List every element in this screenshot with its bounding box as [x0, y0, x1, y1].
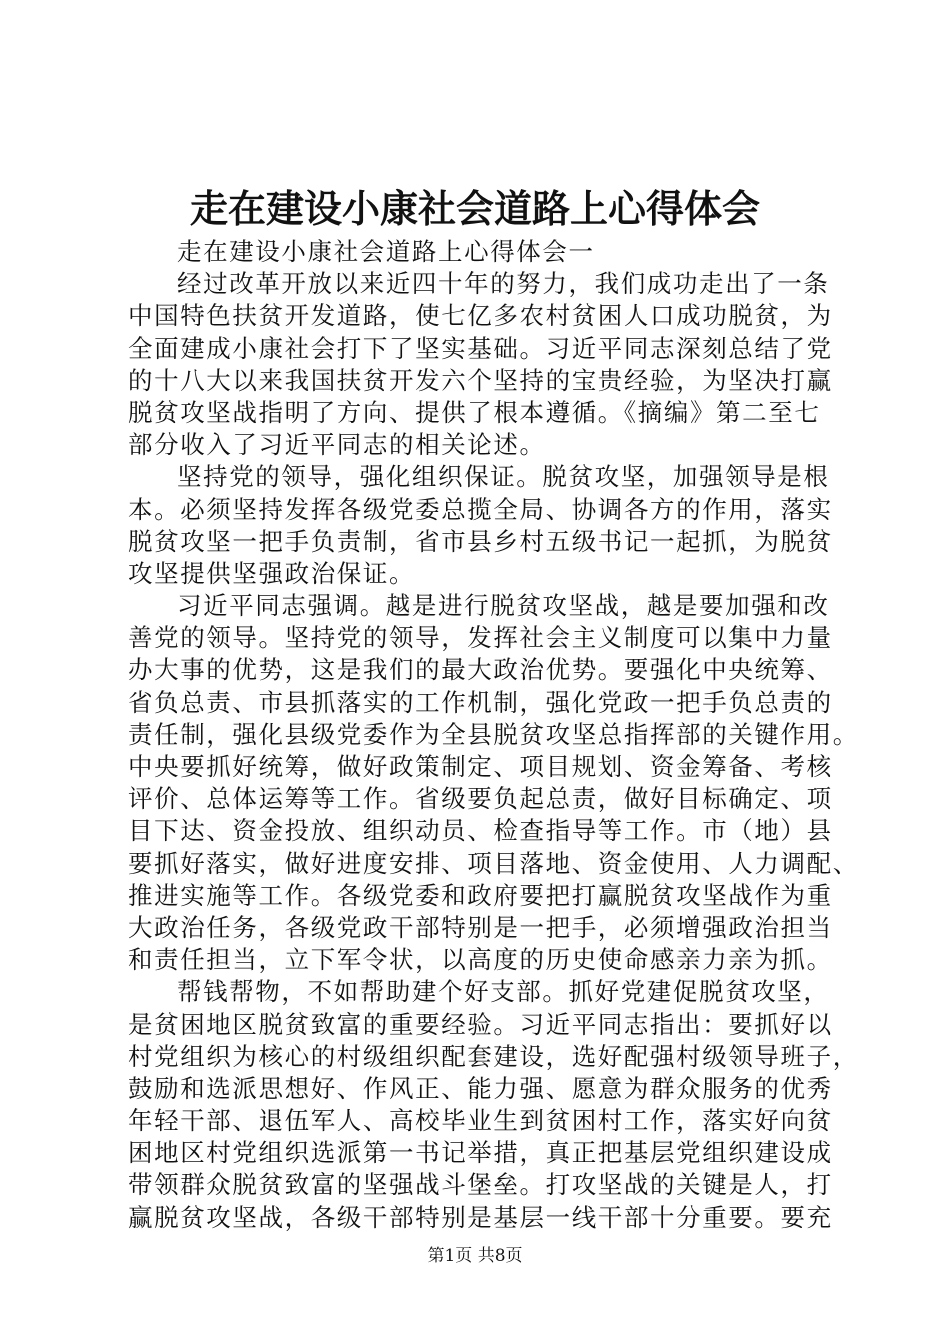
- paragraph-2-line-2: 本。必须坚持发挥各级党委总揽全局、协调各方的作用，落实: [128, 494, 833, 524]
- paragraph-3-line-10: 推进实施等工作。各级党委和政府要把打赢脱贫攻坚战作为重: [128, 880, 833, 910]
- paragraph-3-line-5: 责任制，强化县级党委作为全县脱贫攻坚总指挥部的关键作用。: [128, 719, 859, 749]
- paragraph-3-line-2: 善党的领导。坚持党的领导，发挥社会主义制度可以集中力量: [128, 623, 833, 653]
- paragraph-2-line-3: 脱贫攻坚一把手负责制，省市县乡村五级书记一起抓，为脱贫: [128, 526, 833, 556]
- paragraph-3-line-6: 中央要抓好统筹，做好政策制定、项目规划、资金筹备、考核: [128, 752, 833, 781]
- paragraph-4-line-8: 赢脱贫攻坚战，各级干部特别是基层一线干部十分重要。要充: [128, 1202, 833, 1232]
- paragraph-3-line-1: 习近平同志强调。越是进行脱贫攻坚战，越是要加强和改: [177, 591, 830, 621]
- paragraph-3-line-7: 评价、总体运筹等工作。省级要负起总责，做好目标确定、项: [128, 784, 833, 814]
- paragraph-1-line-2: 中国特色扶贫开发道路，使七亿多农村贫困人口成功脱贫，为: [128, 301, 833, 331]
- paragraph-2-line-4: 攻坚提供坚强政治保证。: [128, 558, 416, 588]
- paragraph-4-line-1: 帮钱帮物，不如帮助建个好支部。抓好党建促脱贫攻坚，: [177, 977, 830, 1007]
- paragraph-3-line-8: 目下达、资金投放、组织动员、检查指导等工作。市（地）县: [128, 816, 833, 846]
- paragraph-4-line-2: 是贫困地区脱贫致富的重要经验。习近平同志指出：要抓好以: [128, 1009, 833, 1039]
- paragraph-3-line-11: 大政治任务，各级党政干部特别是一把手，必须增强政治担当: [128, 912, 833, 942]
- page-footer: 第1页 共8页: [427, 1246, 523, 1266]
- paragraph-4-line-3: 村党组织为核心的村级组织配套建设，选好配强村级领导班子，: [128, 1041, 859, 1071]
- paragraph-1-line-4: 的十八大以来我国扶贫开发六个坚持的宝贵经验，为坚决打赢: [128, 365, 833, 395]
- paragraph-3-line-12: 和责任担当，立下军令状，以高度的历史使命感亲力亲为抓。: [128, 945, 833, 975]
- paragraph-1-line-3: 全面建成小康社会打下了坚实基础。习近平同志深刻总结了党: [128, 333, 833, 363]
- paragraph-1-line-1: 经过改革开放以来近四十年的努力，我们成功走出了一条: [177, 269, 830, 299]
- document-title: 走在建设小康社会道路上心得体会: [189, 187, 760, 231]
- paragraph-3-line-9: 要抓好落实，做好进度安排、项目落地、资金使用、人力调配、: [128, 848, 859, 878]
- paragraph-4-line-6: 困地区村党组织选派第一书记举措，真正把基层党组织建设成: [128, 1138, 833, 1168]
- paragraph-4-line-4: 鼓励和选派思想好、作风正、能力强、愿意为群众服务的优秀: [128, 1073, 833, 1103]
- paragraph-1-line-6: 部分收入了习近平同志的相关论述。: [128, 430, 546, 460]
- paragraph-2-line-1: 坚持党的领导，强化组织保证。脱贫攻坚，加强领导是根: [177, 462, 830, 492]
- section-heading: 走在建设小康社会道路上心得体会一: [177, 237, 595, 266]
- paragraph-4-line-7: 带领群众脱贫致富的坚强战斗堡垒。打攻坚战的关键是人，打: [128, 1170, 833, 1200]
- paragraph-3-line-3: 办大事的优势，这是我们的最大政治优势。要强化中央统筹、: [128, 655, 833, 685]
- paragraph-1-line-5: 脱贫攻坚战指明了方向、提供了根本遵循。《摘编》第二至七: [128, 397, 821, 427]
- document-body: [128, 236, 859, 1234]
- paragraph-4-line-5: 年轻干部、退伍军人、高校毕业生到贫困村工作，落实好向贫: [128, 1106, 833, 1136]
- paragraph-3-line-4: 省负总责、市县抓落实的工作机制，强化党政一把手负总责的: [128, 687, 833, 717]
